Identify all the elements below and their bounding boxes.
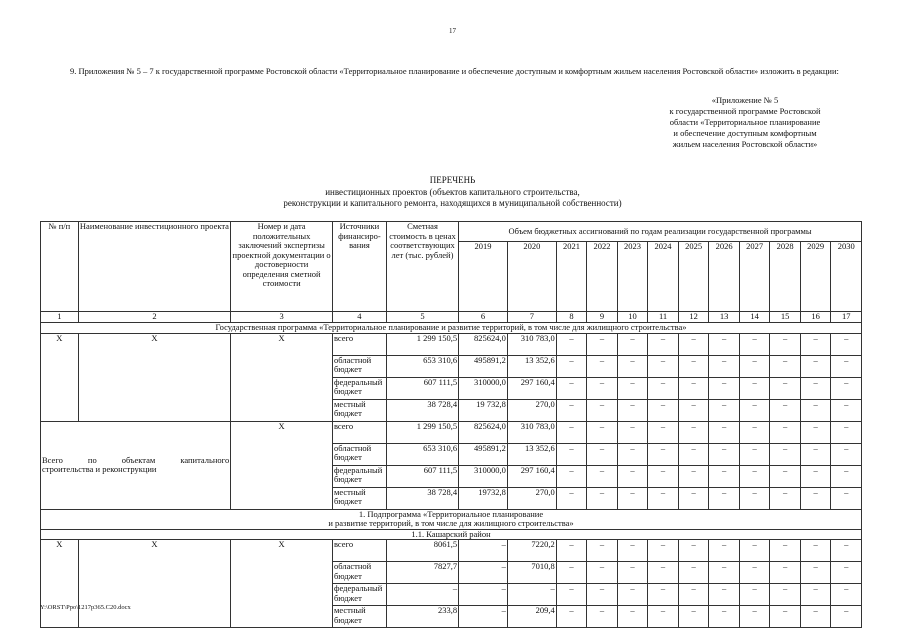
year-2019-cell: 495891,2 bbox=[459, 355, 508, 377]
year-value-cell: – bbox=[709, 421, 740, 443]
year-2020-cell: 310 783,0 bbox=[507, 421, 556, 443]
year-value-cell: – bbox=[831, 399, 862, 421]
year-2019-cell: 310000,0 bbox=[459, 465, 508, 487]
group-total-capital bbox=[41, 421, 862, 509]
year-2020-cell: 297 160,4 bbox=[507, 377, 556, 399]
year-value-cell: – bbox=[678, 606, 709, 628]
year-value-cell: – bbox=[587, 333, 618, 355]
group-kashary-district bbox=[41, 540, 862, 628]
year-value-cell: – bbox=[800, 606, 831, 628]
year-value-cell: – bbox=[556, 399, 587, 421]
year-value-cell: – bbox=[800, 584, 831, 606]
year-value-cell: – bbox=[678, 333, 709, 355]
year-value-cell: – bbox=[709, 540, 740, 562]
year-value-cell: – bbox=[739, 584, 770, 606]
year-value-cell: – bbox=[770, 540, 801, 562]
expertise-cell: Х bbox=[231, 333, 333, 421]
year-value-cell: – bbox=[831, 540, 862, 562]
header-number: № п/п bbox=[41, 222, 79, 312]
year-2020-cell: 297 160,4 bbox=[507, 465, 556, 487]
year-value-cell: – bbox=[800, 333, 831, 355]
year-value-cell: – bbox=[770, 333, 801, 355]
year-2019-cell: – bbox=[459, 584, 508, 606]
year-value-cell: – bbox=[831, 606, 862, 628]
column-number: 14 bbox=[739, 312, 770, 323]
header-year: 2025 bbox=[678, 242, 709, 312]
year-2019-cell: 19732,8 bbox=[459, 487, 508, 509]
year-value-cell: – bbox=[556, 540, 587, 562]
header-year: 2022 bbox=[587, 242, 618, 312]
subprogram-title-line: 1. Подпрограмма «Территориальное планирование bbox=[358, 508, 544, 519]
year-value-cell: – bbox=[831, 421, 862, 443]
column-number: 13 bbox=[709, 312, 740, 323]
column-number: 4 bbox=[332, 312, 386, 323]
estimated-cost-cell: 1 299 150,5 bbox=[386, 421, 458, 443]
year-value-cell: – bbox=[587, 465, 618, 487]
district-title: 1.1. Кашарский район bbox=[41, 529, 862, 540]
year-value-cell: – bbox=[648, 421, 679, 443]
year-value-cell: – bbox=[556, 355, 587, 377]
year-value-cell: – bbox=[800, 377, 831, 399]
year-2020-cell: 270,0 bbox=[507, 487, 556, 509]
year-value-cell: – bbox=[831, 487, 862, 509]
total-label-word: Всего bbox=[42, 454, 63, 465]
funding-source-cell: областной бюджет bbox=[332, 355, 386, 377]
year-value-cell: – bbox=[831, 355, 862, 377]
year-value-cell: – bbox=[709, 584, 740, 606]
year-value-cell: – bbox=[800, 421, 831, 443]
year-value-cell: – bbox=[587, 443, 618, 465]
table-row bbox=[41, 540, 862, 562]
year-value-cell: – bbox=[709, 399, 740, 421]
year-value-cell: – bbox=[709, 443, 740, 465]
header-project-name: Наименование инвестиционного проекта bbox=[78, 222, 231, 312]
year-2019-cell: – bbox=[459, 562, 508, 584]
appendix-line: к государственной программе Ростовской bbox=[669, 106, 821, 116]
year-value-cell: – bbox=[648, 399, 679, 421]
year-value-cell: – bbox=[587, 377, 618, 399]
appendix-line: «Приложение № 5 bbox=[711, 95, 779, 105]
year-value-cell: – bbox=[617, 487, 648, 509]
project-name-cell: Х bbox=[78, 333, 231, 421]
page-number: 17 bbox=[449, 27, 456, 35]
year-2019-cell: 825624,0 bbox=[459, 421, 508, 443]
appendix-caption bbox=[640, 95, 850, 150]
year-value-cell: – bbox=[739, 540, 770, 562]
group-state-program bbox=[41, 333, 862, 421]
year-2020-cell: 209,4 bbox=[507, 606, 556, 628]
year-value-cell: – bbox=[617, 355, 648, 377]
year-2020-cell: – bbox=[507, 584, 556, 606]
year-value-cell: – bbox=[800, 487, 831, 509]
row-number-cell: Х bbox=[41, 333, 79, 421]
subprogram-title-line: и развитие территорий, в том числе для жилищного строительства» bbox=[328, 518, 574, 528]
year-value-cell: – bbox=[617, 421, 648, 443]
year-2019-cell: 825624,0 bbox=[459, 333, 508, 355]
estimated-cost-cell: 653 310,6 bbox=[386, 355, 458, 377]
year-value-cell: – bbox=[678, 562, 709, 584]
project-name-cell: Х bbox=[78, 540, 231, 628]
funding-source-cell: всего bbox=[332, 421, 386, 443]
funding-source-cell: федеральный бюджет bbox=[332, 377, 386, 399]
column-number: 9 bbox=[587, 312, 618, 323]
file-path-footer: Y:\ORST\Ppo\1217p365.C20.docx bbox=[40, 604, 131, 611]
year-value-cell: – bbox=[739, 465, 770, 487]
estimated-cost-cell: 38 728,4 bbox=[386, 399, 458, 421]
year-2019-cell: 310000,0 bbox=[459, 377, 508, 399]
amendment-paragraph: 9. Приложения № 5 – 7 к государственной программе Ростовской области «Территориальное планирование и обеспечение доступным и комфортным жильем населения Ростовской области» изложить в редакции: bbox=[70, 66, 839, 76]
year-value-cell: – bbox=[800, 562, 831, 584]
funding-source-cell: местный бюджет bbox=[332, 399, 386, 421]
funding-source-cell: федеральный бюджет bbox=[332, 584, 386, 606]
header-funding-source: Источники финансирования bbox=[332, 222, 386, 312]
year-value-cell: – bbox=[739, 399, 770, 421]
column-number: 1 bbox=[41, 312, 79, 323]
year-value-cell: – bbox=[617, 399, 648, 421]
year-value-cell: – bbox=[617, 465, 648, 487]
year-value-cell: – bbox=[770, 487, 801, 509]
header-year: 2021 bbox=[556, 242, 587, 312]
year-2020-cell: 13 352,6 bbox=[507, 355, 556, 377]
year-value-cell: – bbox=[800, 355, 831, 377]
funding-source-cell: местный бюджет bbox=[332, 487, 386, 509]
column-number: 8 bbox=[556, 312, 587, 323]
estimated-cost-cell: 607 111,5 bbox=[386, 377, 458, 399]
year-value-cell: – bbox=[648, 355, 679, 377]
year-value-cell: – bbox=[678, 487, 709, 509]
year-value-cell: – bbox=[739, 421, 770, 443]
year-value-cell: – bbox=[831, 584, 862, 606]
year-value-cell: – bbox=[709, 333, 740, 355]
column-number: 10 bbox=[617, 312, 648, 323]
column-number: 5 bbox=[386, 312, 458, 323]
estimated-cost-cell: 233,8 bbox=[386, 606, 458, 628]
appendix-line: области «Территориальное планирование bbox=[669, 117, 821, 127]
investment-projects-table bbox=[40, 221, 862, 628]
year-value-cell: – bbox=[556, 443, 587, 465]
header-year: 2024 bbox=[648, 242, 679, 312]
total-label-cell bbox=[41, 421, 231, 509]
year-value-cell: – bbox=[831, 443, 862, 465]
year-value-cell: – bbox=[587, 584, 618, 606]
year-value-cell: – bbox=[556, 562, 587, 584]
total-label-word: объектам bbox=[121, 454, 156, 465]
year-value-cell: – bbox=[709, 487, 740, 509]
year-value-cell: – bbox=[800, 540, 831, 562]
table-row bbox=[41, 333, 862, 355]
year-value-cell: – bbox=[831, 562, 862, 584]
column-number: 2 bbox=[78, 312, 231, 323]
document-subtitle: инвестиционных проектов (объектов капитального строительства, bbox=[325, 187, 580, 197]
table-row bbox=[41, 421, 862, 443]
column-number: 16 bbox=[800, 312, 831, 323]
funding-source-cell: областной бюджет bbox=[332, 443, 386, 465]
header-year: 2027 bbox=[739, 242, 770, 312]
year-value-cell: – bbox=[709, 562, 740, 584]
year-value-cell: – bbox=[587, 562, 618, 584]
document-subtitle: реконструкции и капитального ремонта, находящихся в муниципальной собственности) bbox=[283, 198, 622, 208]
year-value-cell: – bbox=[770, 562, 801, 584]
year-value-cell: – bbox=[678, 421, 709, 443]
year-value-cell: – bbox=[648, 562, 679, 584]
year-value-cell: – bbox=[617, 377, 648, 399]
year-value-cell: – bbox=[739, 355, 770, 377]
funding-source-cell: федеральный бюджет bbox=[332, 465, 386, 487]
year-value-cell: – bbox=[739, 443, 770, 465]
estimated-cost-cell: – bbox=[386, 584, 458, 606]
year-value-cell: – bbox=[587, 421, 618, 443]
year-value-cell: – bbox=[709, 377, 740, 399]
year-value-cell: – bbox=[709, 606, 740, 628]
year-value-cell: – bbox=[648, 540, 679, 562]
column-number: 11 bbox=[648, 312, 679, 323]
header-year: 2019 bbox=[459, 242, 508, 312]
year-value-cell: – bbox=[800, 465, 831, 487]
total-label-word: капитального bbox=[180, 454, 230, 465]
year-2019-cell: – bbox=[459, 606, 508, 628]
estimated-cost-cell: 7827,7 bbox=[386, 562, 458, 584]
year-value-cell: – bbox=[709, 465, 740, 487]
year-value-cell: – bbox=[648, 443, 679, 465]
document-title: ПЕРЕЧЕНЬ bbox=[429, 175, 476, 185]
year-value-cell: – bbox=[617, 584, 648, 606]
year-value-cell: – bbox=[831, 377, 862, 399]
estimated-cost-cell: 38 728,4 bbox=[386, 487, 458, 509]
year-value-cell: – bbox=[617, 333, 648, 355]
year-value-cell: – bbox=[556, 465, 587, 487]
year-value-cell: – bbox=[709, 355, 740, 377]
year-value-cell: – bbox=[770, 399, 801, 421]
year-value-cell: – bbox=[556, 584, 587, 606]
funding-source-cell: всего bbox=[332, 333, 386, 355]
subprogram-title bbox=[41, 509, 862, 529]
funding-source-cell: всего bbox=[332, 540, 386, 562]
estimated-cost-cell: 607 111,5 bbox=[386, 465, 458, 487]
header-estimated-cost: Сметная стоимость в ценах соответствующих лет (тыс. рублей) bbox=[386, 222, 458, 312]
column-number: 12 bbox=[678, 312, 709, 323]
year-value-cell: – bbox=[648, 465, 679, 487]
year-value-cell: – bbox=[587, 606, 618, 628]
year-value-cell: – bbox=[648, 377, 679, 399]
year-value-cell: – bbox=[770, 377, 801, 399]
year-value-cell: – bbox=[739, 487, 770, 509]
year-value-cell: – bbox=[556, 377, 587, 399]
year-value-cell: – bbox=[739, 606, 770, 628]
year-value-cell: – bbox=[678, 443, 709, 465]
year-value-cell: – bbox=[678, 584, 709, 606]
year-2020-cell: 7220,2 bbox=[507, 540, 556, 562]
header-year: 2030 bbox=[831, 242, 862, 312]
year-value-cell: – bbox=[648, 333, 679, 355]
year-2020-cell: 310 783,0 bbox=[507, 333, 556, 355]
year-value-cell: – bbox=[587, 540, 618, 562]
year-2019-cell: 495891,2 bbox=[459, 443, 508, 465]
column-number: 3 bbox=[231, 312, 333, 323]
year-value-cell: – bbox=[739, 377, 770, 399]
year-value-cell: – bbox=[678, 377, 709, 399]
year-value-cell: – bbox=[770, 584, 801, 606]
year-value-cell: – bbox=[678, 399, 709, 421]
year-value-cell: – bbox=[800, 443, 831, 465]
year-value-cell: – bbox=[617, 562, 648, 584]
year-value-cell: – bbox=[678, 465, 709, 487]
year-2020-cell: 13 352,6 bbox=[507, 443, 556, 465]
year-2019-cell: – bbox=[459, 540, 508, 562]
appendix-line: и обеспечение доступным комфортным bbox=[673, 128, 817, 138]
header-year: 2020 bbox=[507, 242, 556, 312]
year-value-cell: – bbox=[831, 465, 862, 487]
year-value-cell: – bbox=[587, 487, 618, 509]
column-number: 6 bbox=[459, 312, 508, 323]
row-number-cell: Х bbox=[41, 540, 79, 628]
header-year: 2026 bbox=[709, 242, 740, 312]
year-value-cell: – bbox=[678, 355, 709, 377]
year-value-cell: – bbox=[678, 540, 709, 562]
year-value-cell: – bbox=[770, 421, 801, 443]
year-value-cell: – bbox=[587, 399, 618, 421]
year-value-cell: – bbox=[556, 487, 587, 509]
year-value-cell: – bbox=[648, 487, 679, 509]
year-value-cell: – bbox=[831, 333, 862, 355]
total-label-line2: строительства и реконструкции bbox=[42, 464, 157, 474]
year-value-cell: – bbox=[770, 355, 801, 377]
year-value-cell: – bbox=[739, 562, 770, 584]
estimated-cost-cell: 653 310,6 bbox=[386, 443, 458, 465]
state-program-title: Государственная программа «Территориальное планирование и развитие территорий, в том числе для жилищного строительства» bbox=[41, 323, 862, 334]
funding-source-cell: местный бюджет bbox=[332, 606, 386, 628]
estimated-cost-cell: 8061,5 bbox=[386, 540, 458, 562]
expertise-cell: Х bbox=[231, 421, 333, 509]
year-2019-cell: 19 732,8 bbox=[459, 399, 508, 421]
estimated-cost-cell: 1 299 150,5 bbox=[386, 333, 458, 355]
column-number: 15 bbox=[770, 312, 801, 323]
year-value-cell: – bbox=[617, 443, 648, 465]
year-value-cell: – bbox=[770, 606, 801, 628]
year-value-cell: – bbox=[648, 584, 679, 606]
year-value-cell: – bbox=[800, 399, 831, 421]
year-value-cell: – bbox=[556, 606, 587, 628]
header-budget-allocations: Объем бюджетных ассигнований по годам реализации государственной программы bbox=[459, 222, 862, 242]
expertise-cell: Х bbox=[231, 540, 333, 628]
appendix-line: жильем населения Ростовской области» bbox=[672, 139, 818, 149]
year-value-cell: – bbox=[617, 606, 648, 628]
year-value-cell: – bbox=[617, 540, 648, 562]
column-number: 17 bbox=[831, 312, 862, 323]
year-value-cell: – bbox=[739, 333, 770, 355]
header-year: 2028 bbox=[770, 242, 801, 312]
year-2020-cell: 270,0 bbox=[507, 399, 556, 421]
column-number: 7 bbox=[507, 312, 556, 323]
year-value-cell: – bbox=[556, 421, 587, 443]
funding-source-cell: областной бюджет bbox=[332, 562, 386, 584]
year-value-cell: – bbox=[587, 355, 618, 377]
header-expertise: Номер и дата положительных заключений экспертизы проектной документации о достоверности определения сметной стоимости bbox=[231, 222, 333, 312]
year-value-cell: – bbox=[648, 606, 679, 628]
year-value-cell: – bbox=[556, 333, 587, 355]
year-2020-cell: 7010,8 bbox=[507, 562, 556, 584]
total-label-word: по bbox=[87, 454, 97, 465]
header-year: 2029 bbox=[800, 242, 831, 312]
header-year: 2023 bbox=[617, 242, 648, 312]
year-value-cell: – bbox=[770, 465, 801, 487]
year-value-cell: – bbox=[770, 443, 801, 465]
column-numbers-row bbox=[41, 312, 862, 323]
